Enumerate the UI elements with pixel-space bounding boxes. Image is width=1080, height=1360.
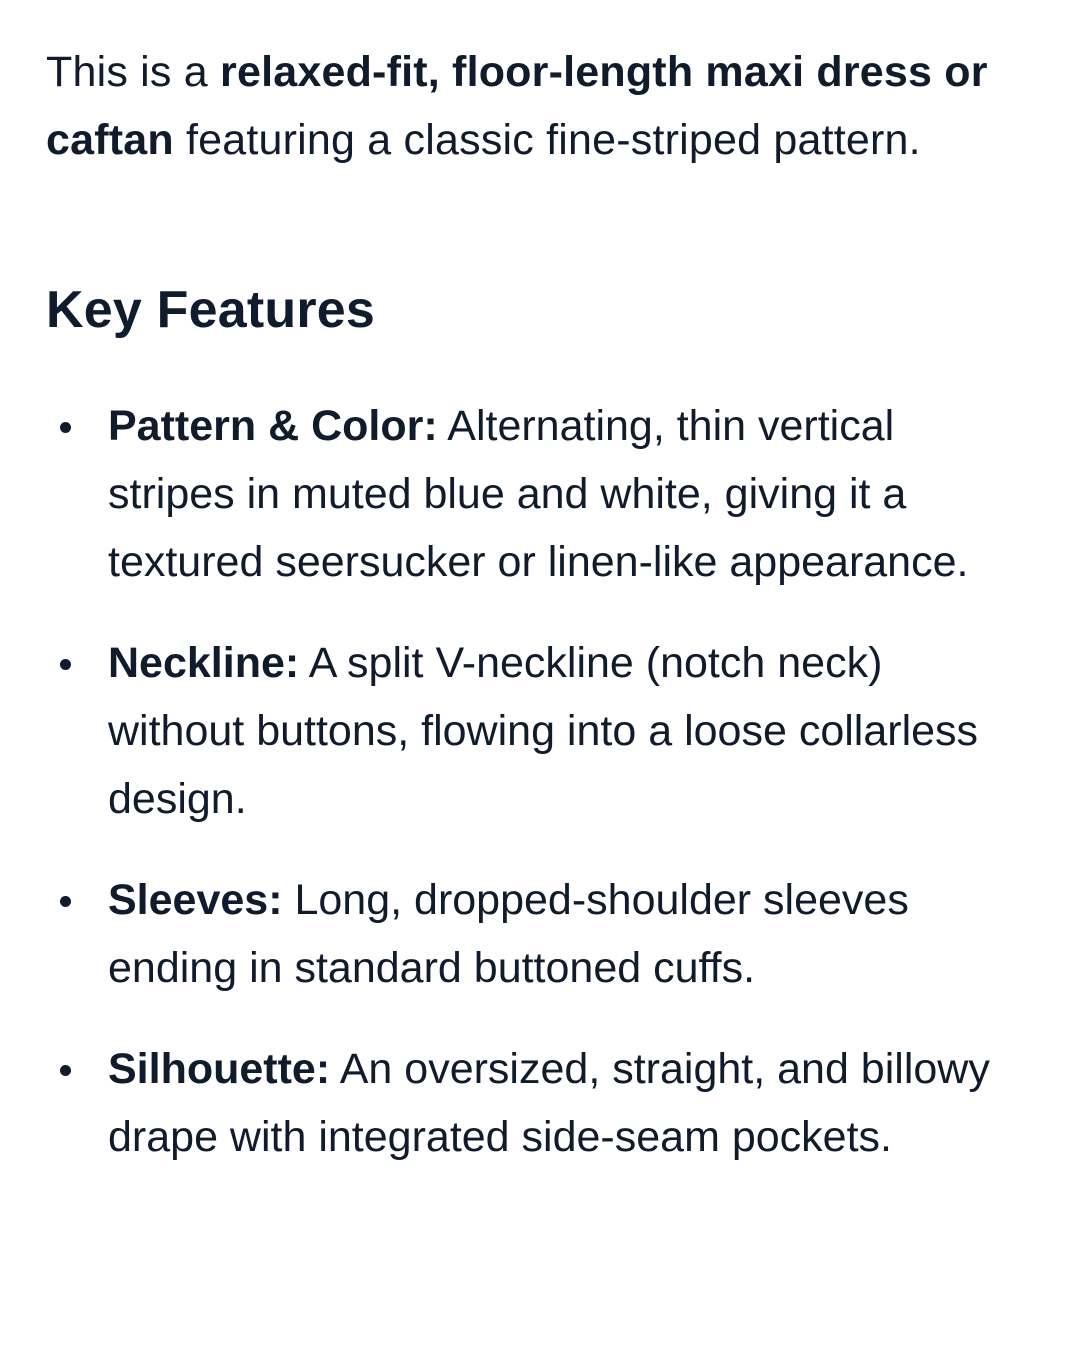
bullet-icon [60, 1065, 71, 1076]
bullet-icon [60, 659, 71, 670]
feature-item-pattern-color [46, 392, 1020, 596]
feature-description: Alternating, thin vertical stripes in muted blue and white, giving it a textured seersucker or linen-like appearance. [108, 402, 969, 586]
section-heading: Key Features [46, 281, 375, 339]
feature-term: Pattern & Color: [108, 402, 438, 450]
bullet-icon [60, 896, 71, 907]
feature-description: An oversized, straight, and billowy drape with integrated side-seam pockets. [108, 1045, 990, 1161]
feature-term: Sleeves: [108, 876, 283, 924]
feature-term: Silhouette: [108, 1045, 331, 1093]
feature-item-silhouette [46, 1035, 1020, 1171]
feature-item-sleeves [46, 866, 1020, 1002]
feature-description: Long, dropped-shoulder sleeves ending in standard buttoned cuffs. [108, 876, 909, 992]
intro-highlight: relaxed-fit, floor-length maxi dress or caftan [46, 48, 988, 164]
feature-term: Neckline: [108, 639, 300, 687]
intro-prefix: This is a [46, 48, 221, 96]
feature-description: A split V-neckline (notch neck) without buttons, flowing into a loose collarless design. [108, 639, 979, 823]
intro-suffix: featuring a classic fine-striped pattern. [173, 116, 921, 164]
intro-paragraph [46, 38, 1026, 174]
bullet-icon [60, 422, 71, 433]
feature-list [46, 392, 1020, 1171]
feature-item-neckline [46, 629, 1020, 833]
